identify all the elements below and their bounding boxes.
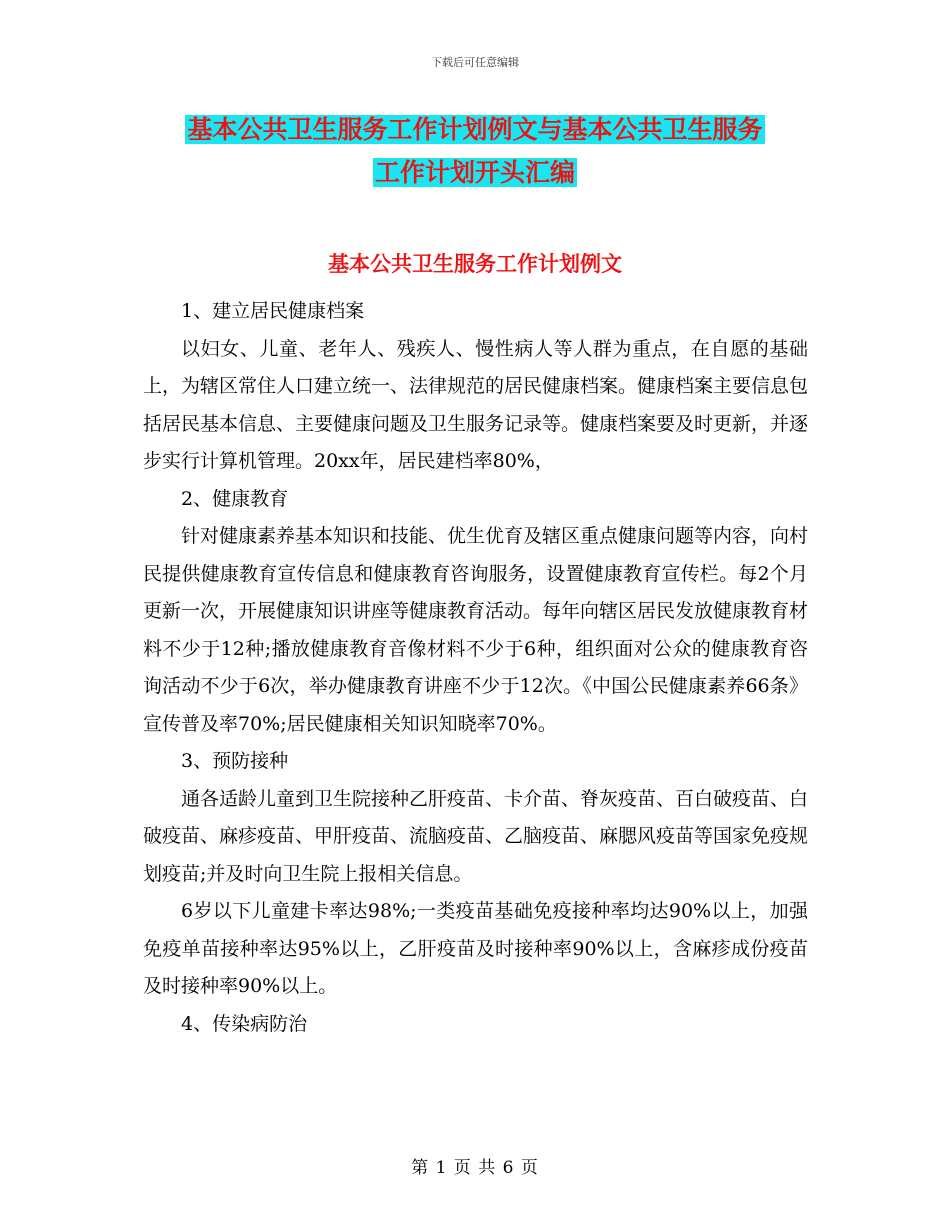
heading-vaccination: 3、预防接种	[181, 750, 289, 772]
title-highlight-1: 基本公共卫生服务工作计划例文与基本公共卫生服务	[187, 115, 763, 144]
heading-health-education: 2、健康教育	[181, 487, 289, 510]
paragraph-health-records: 以妇女、儿童、老年人、残疾人、慢性病人等人群为重点，在自愿的基础上，为辖区常住人口建立统一、法律规范的居民健康档案。健康档案主要信息包括居民基本信息、主要健康问题及卫生服务记录等。健康档案要及时更新，并逐步实行计算机管理。20xx年，居民建档率80%，	[143, 337, 809, 472]
paragraph-health-education: 针对健康素养基本知识和技能、优生优育及辖区重点健康问题等内容，向村民提供健康教育宣传信息和健康教育咨询服务，设置健康教育宣传栏。每2个月更新一次，开展健康知识讲座等健康教育活动。每年向辖区居民发放健康教育材料不少于12种;播放健康教育音像材料不少于6种，组织面对公众的健康教育咨询活动不少于6次，举办健康教育讲座不少于12次。《中国公民健康素养66条》宣传普及率70%;居民健康相关知识知晓率70%。	[143, 525, 809, 735]
document-body	[143, 293, 808, 1043]
header-note: 下载后可任意编辑	[431, 56, 519, 69]
document-title-line-1	[0, 112, 950, 148]
title-highlight-2: 工作计划开头汇编	[374, 158, 575, 187]
heading-infectious-disease: 4、传染病防治	[181, 1012, 308, 1035]
paragraph-vaccination-1: 通各适龄儿童到卫生院接种乙肝疫苗、卡介苗、脊灰疫苗、百白破疫苗、白破疫苗、麻疹疫苗、甲肝疫苗、流脑疫苗、乙脑疫苗、麻腮风疫苗等国家免疫规划疫苗;并及时向卫生院上报相关信息。	[143, 787, 809, 885]
document-title-line-2	[0, 155, 950, 191]
heading-health-records: 1、建立居民健康档案	[181, 300, 365, 322]
section-title: 基本公共卫生服务工作计划例文	[328, 252, 622, 276]
page-footer: 第 1 页 共 6 页	[411, 1158, 539, 1178]
paragraph-vaccination-2: 6岁以下儿童建卡率达98%;一类疫苗基础免疫接种率均达90%以上，加强免疫单苗接种率达95%以上，乙肝疫苗及时接种率90%以上，含麻疹成份疫苗及时接种率90%以上。	[143, 900, 808, 997]
